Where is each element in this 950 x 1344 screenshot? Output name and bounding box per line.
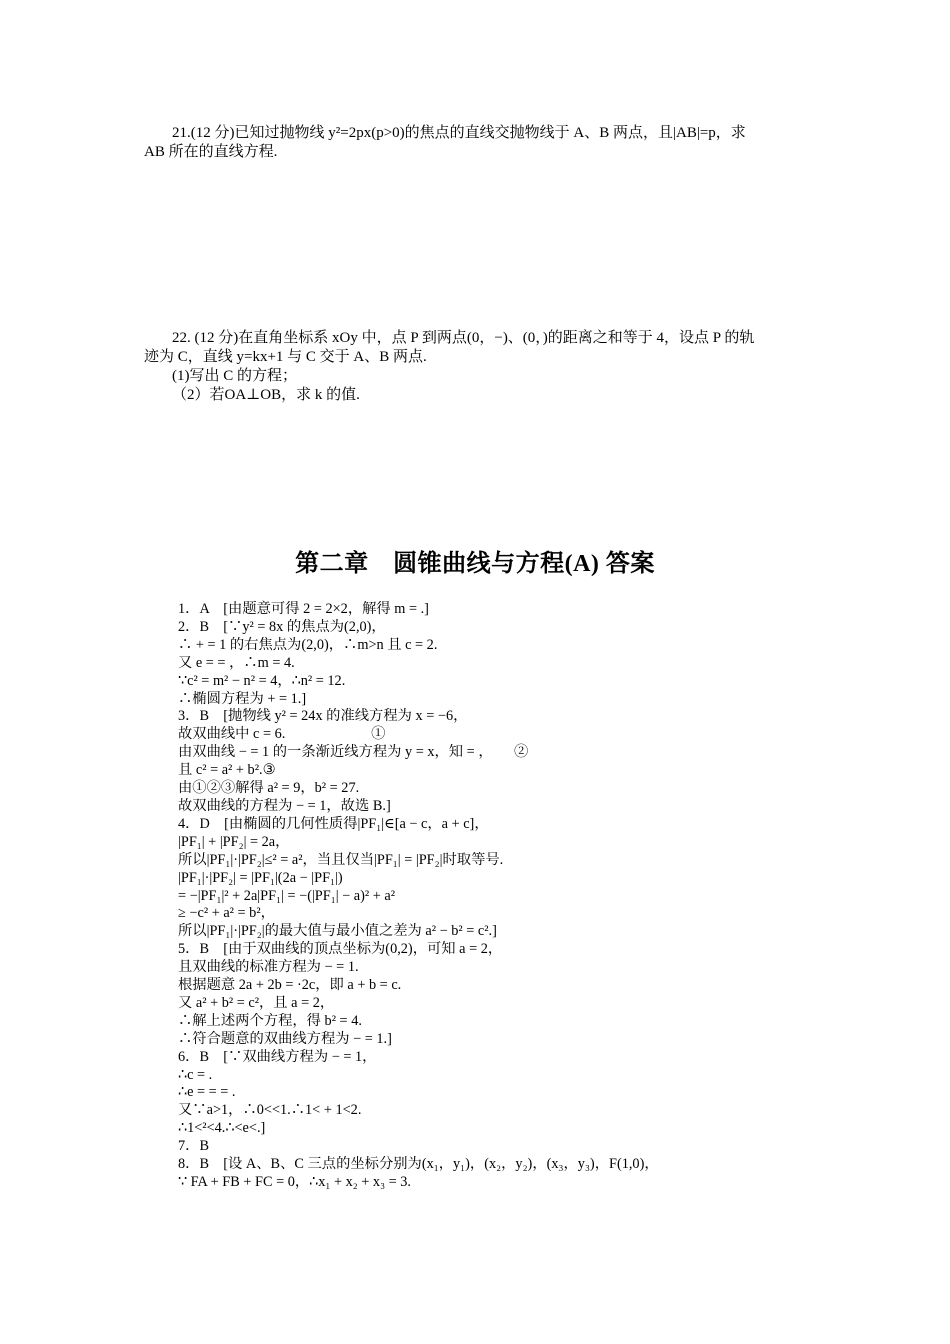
answer-line: ∴e = = = . <box>178 1084 236 1101</box>
answer-line: 由双曲线 − = 1 的一条渐近线方程为 y = x，知 = ， ② <box>178 744 529 761</box>
answer-line: 根据题意 2a + 2b = ·2c，即 a + b = c. <box>178 977 402 994</box>
answer-line: ∵ FA + FB + FC = 0，∴x₁ + x₂ + x₃ = 3. <box>178 1174 412 1190</box>
answer-line: |PF₁| + |PF₂| = 2a， <box>178 833 290 850</box>
question-22-part-1: (1)写出 C 的方程； <box>172 368 297 384</box>
answer-line: ∴解上述两个方程，得 b² = 4. <box>178 1012 362 1029</box>
answer-line: 故双曲线的方程为 − = 1，故选 B.] <box>178 797 391 814</box>
answer-line: ∵c² = m² − n² = 4，∴n² = 12. <box>178 672 346 689</box>
answer-line: 8．B [设 A、B、C 三点的坐标分别为(x₁，y₁)，(x₂，y₂)，(x₃，y₃)，F(1,0)， <box>178 1156 659 1173</box>
answer-line: ∴ + = 1 的右焦点为(2,0)，∴m>n 且 c = 2. <box>178 636 438 653</box>
question-21-line-2: AB 所在的直线方程. <box>144 144 278 160</box>
answer-line: 2．B [∵y² = 8x 的焦点为(2,0)， <box>178 618 386 635</box>
answer-line: 又 e = = ，∴m = 4. <box>178 654 295 671</box>
answer-line: 又 a² + b² = c²，且 a = 2， <box>178 994 335 1011</box>
answer-line: 且双曲线的标准方程为 − = 1. <box>178 959 359 976</box>
answer-line: ∴c = . <box>178 1066 213 1083</box>
answer-line: = −|PF₁|² + 2a|PF₁| = −(|PF₁| − a)² + a² <box>178 887 396 904</box>
answer-line: 1．A [由题意可得 2 = 2×2，解得 m = .] <box>178 601 429 617</box>
answer-line: ≥ −c² + a² = b²， <box>178 905 275 922</box>
answer-line: 3．B [抛物线 y² = 24x 的准线方程为 x = −6， <box>178 708 468 725</box>
answer-title: 第二章 圆锥曲线与方程(A) 答案 <box>295 551 655 577</box>
answer-line: 7．B <box>178 1138 209 1155</box>
answer-line: 且 c² = a² + b².③ <box>178 762 276 779</box>
answer-line: 所以|PF₁|·|PF₂|的最大值与最小值之差为 a² − b² = c².] <box>178 923 497 940</box>
answer-section <box>178 601 818 1192</box>
question-22 <box>144 329 809 405</box>
answer-line: 由①②③解得 a² = 9，b² = 27. <box>178 780 360 797</box>
answer-line: ∴椭圆方程为 + = 1.] <box>178 690 307 707</box>
answer-line: 又∵a>1，∴0<<1.∴1< + 1<2. <box>178 1102 362 1119</box>
question-22-part-2: （2）若OA⊥OB，求 k 的值. <box>172 387 360 403</box>
question-22-line-1: 22. (12 分)在直角坐标系 xOy 中，点 P 到两点(0，−)、(0，)的距离之和等于 4，设点 P 的轨 <box>172 330 755 346</box>
answer-line: 故双曲线中 c = 6. ① <box>178 726 386 743</box>
question-22-line-2: 迹为 C，直线 y=kx+1 与 C 交于 A、B 两点. <box>144 349 427 365</box>
answer-line: 4．D [由椭圆的几何性质得|PF₁|∈[a − c，a + c]， <box>178 815 489 832</box>
answer-line: ∴1<²<4.∴<e<.] <box>178 1120 266 1137</box>
answer-line: |PF₁|·|PF₂| = |PF₁|(2a − |PF₁|) <box>178 869 343 886</box>
answer-line: ∴符合题意的双曲线方程为 − = 1.] <box>178 1030 392 1047</box>
answer-line: 5．B [由于双曲线的顶点坐标为(0,2)，可知 a = 2， <box>178 941 503 958</box>
question-21 <box>144 124 809 162</box>
answer-line: 所以|PF₁|·|PF₂|≤² = a²，当且仅当|PF₁| = |PF₂|时取等号. <box>178 851 504 868</box>
question-21-line-1: 21.(12 分)已知过抛物线 y²=2px(p>0)的焦点的直线交抛物线于 A、B 两点，且|AB|=p，求 <box>172 125 746 141</box>
answer-line: 6．B [∵双曲线方程为 − = 1， <box>178 1048 377 1065</box>
